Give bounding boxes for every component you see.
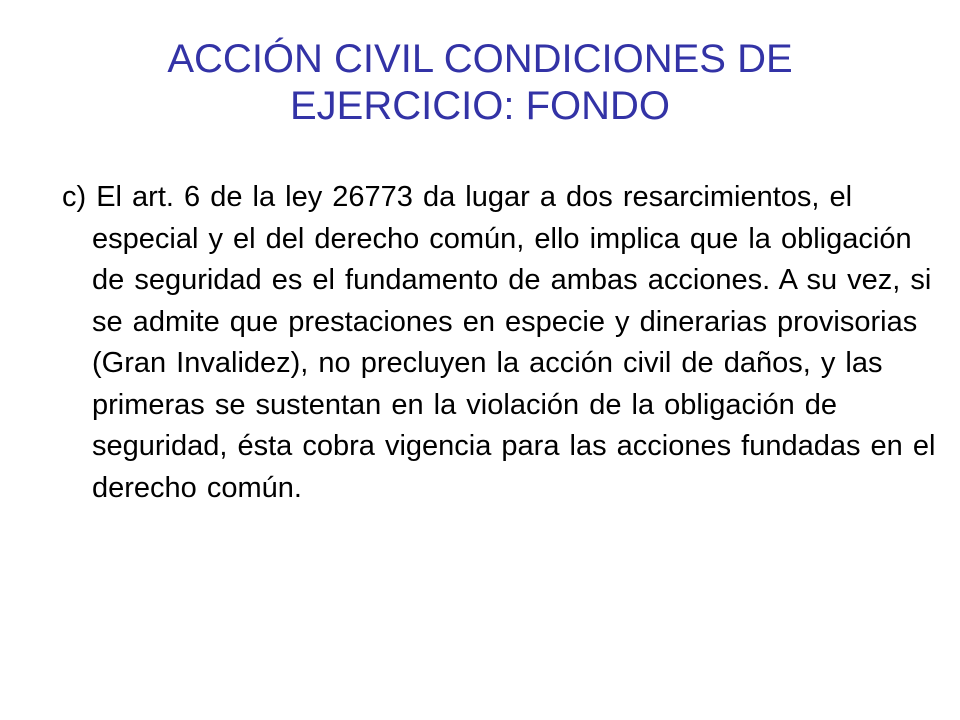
slide-title — [0, 36, 960, 130]
slide-title-line-1: ACCIÓN CIVIL CONDICIONES DE — [167, 37, 793, 81]
slide-title-line-2: EJERCICIO: FONDO — [289, 84, 671, 128]
slide-body-text: c) El art. 6 de la ley 26773 da lugar a dos resarcimientos, el especial y el del derecho común, ello implica que la obligación de seguridad es el fundamento de ambas acciones. A su vez, si se admite que prestaciones en especie y dinerarias provisorias (Gran Invalidez), no precluyen la acción civil de daños, y las primeras se sustentan en la violación de la obligación de seguridad, ésta cobra vigencia para las acciones fundadas en el derecho común. — [62, 181, 936, 504]
